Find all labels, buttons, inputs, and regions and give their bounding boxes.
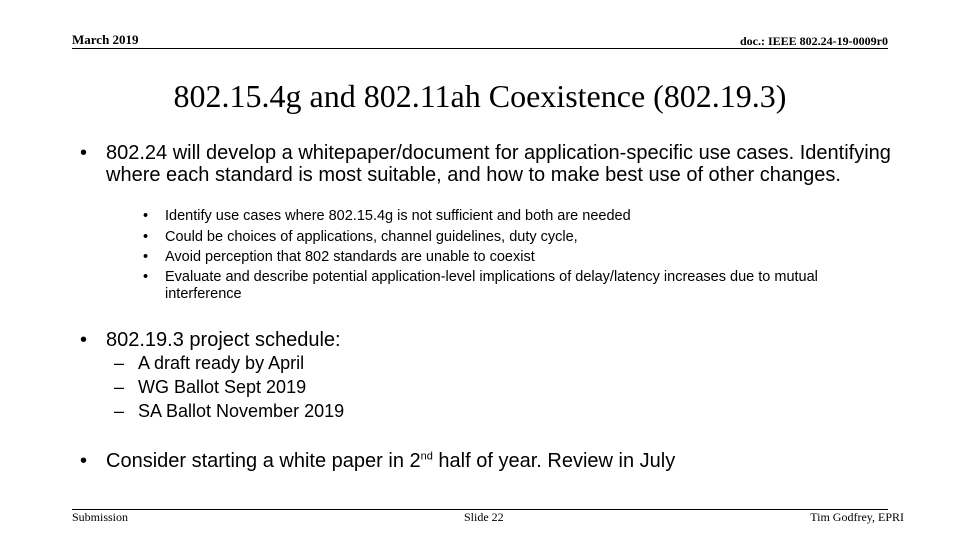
sub-bullet-text: WG Ballot Sept 2019 — [138, 377, 307, 397]
sub-bullet-text: SA Ballot November 2019 — [138, 401, 345, 421]
footer-slide-number: Slide 22 — [464, 510, 504, 524]
sub-bullet-text: Evaluate and describe potential application-level implications of delay/latency increases due to mutual interference — [165, 269, 818, 302]
bullet-marker: • — [143, 269, 149, 285]
superscript: nd — [420, 450, 433, 463]
bullet-text: 802.24 will develop a whitepaper/document for application-specific use cases. Identifying where each standard is most suitable, and how to make best use of other changes. — [106, 142, 891, 186]
dash-marker: – — [114, 353, 125, 373]
bullet-item — [80, 450, 676, 472]
header-doc-id: doc.: IEEE 802.24-19-0009r0 — [740, 34, 888, 48]
sub-bullet-item — [114, 400, 345, 422]
sub-bullet-item — [143, 229, 885, 246]
bullet-text: 802.19.3 project schedule: — [106, 329, 341, 351]
sub-bullet-text: Avoid perception that 802 standards are unable to coexist — [165, 249, 535, 265]
bullet-marker: • — [143, 208, 149, 224]
bullet-item — [80, 142, 896, 186]
bullet-item — [80, 329, 341, 351]
dash-marker: – — [114, 401, 125, 421]
sub-bullet-item — [143, 208, 885, 225]
dash-marker: – — [114, 377, 125, 397]
sub-bullet-item — [114, 352, 305, 374]
sub-bullet-text: Could be choices of applications, channel guidelines, duty cycle, — [165, 229, 578, 245]
bullet-marker: • — [80, 142, 88, 164]
header-date: March 2019 — [72, 32, 139, 47]
bullet-marker: • — [80, 450, 88, 472]
sub-bullet-item — [114, 376, 307, 398]
sub-bullet-item — [143, 269, 885, 303]
bullet-marker: • — [80, 329, 88, 351]
footer-author: Tim Godfrey, EPRI — [810, 510, 904, 524]
slide-title: 802.15.4g and 802.11ah Coexistence (802.19.3) — [173, 78, 787, 114]
sub-bullet-text: A draft ready by April — [138, 353, 305, 373]
sub-bullet-item — [143, 249, 885, 266]
header-divider — [72, 48, 888, 49]
sub-bullet-text: Identify use cases where 802.15.4g is not sufficient and both are needed — [165, 208, 631, 224]
bullet-text: Consider starting a white paper in 2nd half of year. Review in July — [106, 450, 676, 472]
bullet-marker: • — [143, 229, 149, 245]
bullet-marker: • — [143, 249, 149, 265]
footer-submission: Submission — [72, 510, 129, 524]
